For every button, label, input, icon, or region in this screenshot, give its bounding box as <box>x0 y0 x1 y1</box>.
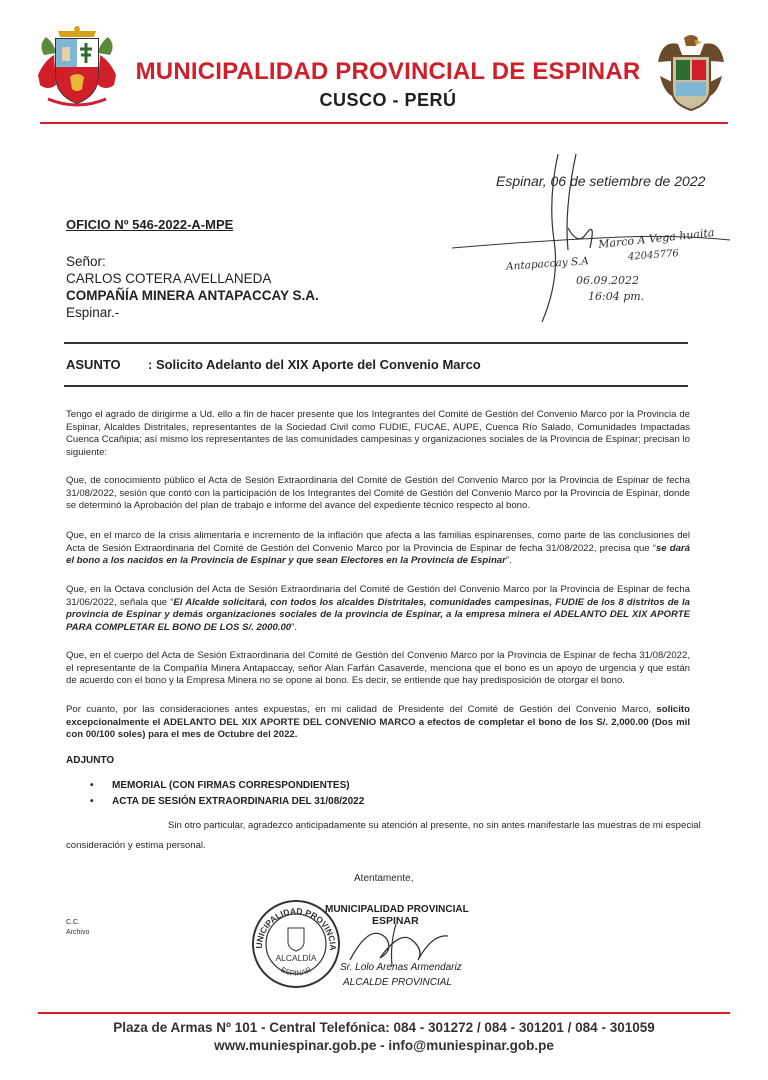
peru-coat-of-arms-logo <box>34 25 120 111</box>
closing-line-2: consideración y estima personal. <box>66 840 206 851</box>
atentamente: Atentamente, <box>354 873 414 884</box>
adjunto-list <box>90 778 364 810</box>
letter-date: Espinar, 06 de setiembre de 2022 <box>496 173 706 189</box>
asunto-top-rule <box>64 342 688 344</box>
receipt-stamp <box>450 150 740 330</box>
signatory-title: ALCALDE PROVINCIAL <box>343 977 452 988</box>
footer-web-email: www.muniespinar.gob.pe - info@muniespinar.gob.pe <box>214 1038 554 1053</box>
receipt-line-2: 42045776 <box>627 248 680 263</box>
institution-subtitle: CUSCO - PERÚ <box>319 90 457 110</box>
svg-text:ESPINAR: ESPINAR <box>279 964 313 978</box>
receipt-line-4: 06.09.2022 <box>576 274 639 287</box>
recipient-block <box>66 253 319 321</box>
paragraph-intro: Tengo el agrado de dirigirme a Ud. ello a fin de hacer presente que los Integrantes del Comité de Gestión del Convenio Marco por la Provincia de Espinar, Alcaldes Distritales, representantes de la Sociedad Civil como FUDIE, FUCAE, AUPE, Cuenca Río Salado, Comunidades Impactadas Cuenca Ccañipia; así mismo los representantes de las comunidades campesinas y organizaciones sociales de la Provincia de Espinar; precisan lo siguiente: <box>66 409 690 458</box>
institution-title: MUNICIPALIDAD PROVINCIAL DE ESPINAR <box>135 58 641 85</box>
salutation: Señor: <box>66 254 106 269</box>
paragraph-octava: Que, en la Octava conclusión del Acta de Sesión Extraordinaria del Comité de Gestión del Convenio Marco por la Provincia de Espinar de fecha 31/06/2022, señala que “El Alcalde solicitará, con todos los alcaldes Distritales, comunidades campesinas, FUDIE de los 8 distritos de la provincia de Espinar y demás organizaciones sociales de la provincia de Espinar, a la empresa minera el ADELANTO DEL XIX APORTE PARA COMPLETAR EL BONO DE LOS S/. 2000.00”. <box>66 584 690 633</box>
cc-archivo: Archivo <box>66 929 90 936</box>
recipient-company: COMPAÑÍA MINERA ANTAPACCAY S.A. <box>66 288 319 303</box>
footer-address: Plaza de Armas Nº 101 - Central Telefónica: 084 - 301272 / 084 - 301201 / 084 - 301059 <box>113 1020 655 1035</box>
receipt-line-1: Marco A Vega huaita <box>597 225 715 252</box>
cc-label: C.C. <box>66 919 80 926</box>
espinar-eagle-crest-logo <box>654 32 728 112</box>
paragraph-representative: Que, en el cuerpo del Acta de Sesión Extraordinaria del Comité de Gestión del Convenio Marco por la Provincia de Espinar de fecha 31/08/2022, el representante de la Compañía Minera Antapaccay, señor Alan Farfán Casaverde, menciona que el bono es un apoyo de urgencia y que están de acuerdo con el bono y la Empresa Minera no se opone al bono. Es decir, se entiende que hay predisposición de otorgar el bono. <box>66 650 690 687</box>
paragraph-request: Por cuanto, por las consideraciones antes expuestas, en mi calidad de Presidente del Comité de Gestión del Convenio Marco, solicito excepcionalmente el ADELANTO DEL XIX APORTE DEL CONVENIO MARCO a efectos de completar el bono de los S/. 2,000.00 (Dos mil con 00/100 soles) para el mes de Octubre del 2022. <box>66 704 690 741</box>
adjunto-item: • MEMORIAL (CON FIRMAS CORRESPONDIENTES) <box>90 780 350 791</box>
asunto-bottom-rule <box>64 385 688 387</box>
closing-line-1: Sin otro particular, agradezco anticipadamente su atención al presente, no sin antes manifestarle las muestras de mi especial <box>168 820 701 831</box>
signature-institution: MUNICIPALIDAD PROVINCIAL <box>325 904 469 915</box>
cc-block <box>66 918 89 938</box>
asunto-text: : Solicito Adelanto del XIX Aporte del Convenio Marco <box>148 357 481 372</box>
recipient-city: Espinar.- <box>66 305 120 320</box>
svg-text:ALCALDÍA: ALCALDÍA <box>275 953 317 963</box>
signatory-name: Sr. Lolo Arenas Armendariz <box>340 962 462 973</box>
signature-place: ESPINAR <box>372 915 419 927</box>
recipient-name: CARLOS COTERA AVELLANEDA <box>66 271 272 286</box>
svg-text:MUNICIPALIDAD PROVINCIAL: UNICIPALIDAD PROVINCIA <box>253 905 339 951</box>
receipt-line-3: Antapaccay S.A <box>505 255 590 273</box>
footer-divider <box>38 1012 730 1014</box>
asunto-label: ASUNTO <box>66 357 121 372</box>
oficio-number: OFICIO Nº 546-2022-A-MPE <box>66 217 234 232</box>
paragraph-inflation: Que, en el marco de la crisis alimentaria e incremento de la inflación que afecta a las familias espinarenses, como parte de las conclusiones del Acta de Sesión Extraordinaria del Comité de Gestión del Convenio Marco por la Provincia de Espinar de fecha 31/08/2022, precisa que “se dará el bono a los nacidos en la Provincia de Espinar y que sean Electores en la Provincia de Espinar”. <box>66 530 690 567</box>
header-divider <box>40 122 728 124</box>
adjunto-item: • ACTA DE SESIÓN EXTRAORDINARIA DEL 31/08/2022 <box>90 796 365 807</box>
receipt-line-5: 16:04 pm. <box>588 290 645 303</box>
paragraph-acta: Que, de conocimiento público el Acta de Sesión Extraordinaria del Comité de Gestión del Convenio Marco por la Provincia de Espinar de fecha 31/08/2022, sesión que contó con la participación de los Integrantes del Comité de Gestión del Convenio Marco por la Provincia de Espinar, donde se determinó la Aprobación del plan de trabajo e informe del avance del expediente técnico respecto al bono. <box>66 475 690 512</box>
handwritten-signature <box>340 920 460 968</box>
adjunto-label: ADJUNTO <box>66 755 115 766</box>
